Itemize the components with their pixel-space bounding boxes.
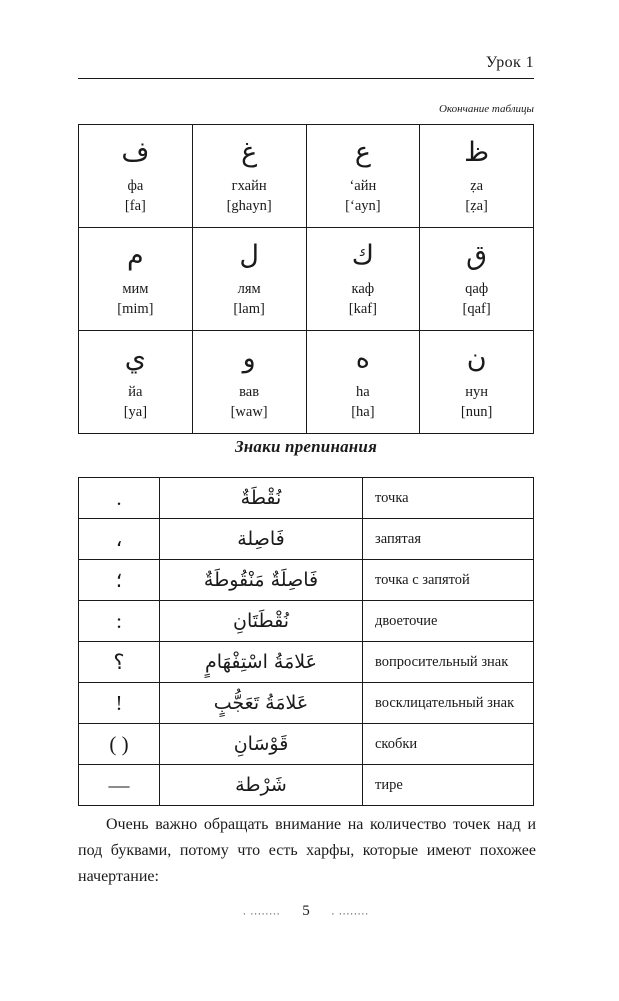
footer-ornament-left: . ........ (243, 905, 281, 918)
punctuation-symbol: . (79, 478, 160, 519)
punctuation-arabic: عَلامَةُ اسْتِفْهَامٍ (160, 642, 363, 683)
arabic-letter: ن (466, 342, 487, 374)
arabic-letter: ل (239, 239, 259, 271)
letter-name: йа (128, 384, 143, 401)
letter-name: каф (351, 281, 375, 298)
letter-transcription: [kaf] (348, 300, 377, 317)
alphabet-cell (420, 331, 534, 434)
page-number: 5 (302, 903, 310, 920)
letter-name: вав (239, 384, 260, 401)
arabic-letter: غ (241, 136, 258, 168)
table-row (79, 560, 534, 601)
table-row (79, 601, 534, 642)
letter-name: ha (356, 384, 370, 401)
table-row (79, 125, 534, 228)
alphabet-table (78, 124, 534, 434)
punctuation-russian: тире (363, 765, 534, 806)
table-row (79, 478, 534, 519)
footer-ornament-right: . ........ (331, 905, 369, 918)
arabic-letter: ك (351, 239, 374, 271)
punctuation-russian: запятая (363, 519, 534, 560)
punctuation-russian: точка с запятой (363, 560, 534, 601)
arabic-letter: م (127, 239, 144, 271)
punctuation-symbol: — (79, 765, 160, 806)
letter-transcription: [mim] (117, 300, 154, 317)
punctuation-symbol: ؛ (79, 560, 160, 601)
punctuation-arabic: شَرْطة (160, 765, 363, 806)
punctuation-symbol: ! (79, 683, 160, 724)
alphabet-cell (420, 228, 534, 331)
table-row (79, 228, 534, 331)
table-continuation-note: Окончание таблицы (438, 103, 534, 115)
punctuation-symbol: ( ) (79, 724, 160, 765)
table-row (79, 331, 534, 434)
page-footer (78, 903, 534, 920)
punctuation-table (78, 477, 534, 806)
letter-transcription: [nun] (460, 403, 493, 420)
letter-name: ‘айн (349, 178, 377, 195)
letter-transcription: [ẓa] (465, 197, 488, 214)
punctuation-arabic: نُقْطَتَانِ (160, 601, 363, 642)
letter-name: мим (122, 281, 149, 298)
punctuation-arabic: فَاصِلة (160, 519, 363, 560)
punctuation-arabic: فَاصِلَةٌ مَنْقُوطَةٌ (160, 560, 363, 601)
alphabet-cell (306, 228, 420, 331)
arabic-letter: ق (466, 239, 488, 271)
punctuation-russian: скобки (363, 724, 534, 765)
punctuation-symbol: ؟ (79, 642, 160, 683)
alphabet-cell (79, 331, 193, 434)
arabic-letter: ظ (464, 136, 490, 168)
letter-transcription: [qaf] (462, 300, 491, 317)
letter-transcription: [ha] (351, 403, 375, 420)
alphabet-cell (192, 331, 306, 434)
arabic-letter: ي (124, 342, 146, 374)
punctuation-russian: точка (363, 478, 534, 519)
alphabet-cell (192, 228, 306, 331)
letter-transcription: [lam] (233, 300, 265, 317)
section-heading: Знаки препинания (234, 437, 378, 456)
punctuation-russian: восклицательный знак (363, 683, 534, 724)
table-row (79, 642, 534, 683)
letter-transcription: [fa] (124, 197, 146, 214)
header-title: Урок 1 (485, 54, 534, 71)
letter-transcription: [waw] (230, 403, 268, 420)
arabic-letter: ف (121, 136, 150, 168)
letter-transcription: [ghayn] (226, 197, 272, 214)
punctuation-russian: вопросительный знак (363, 642, 534, 683)
body-paragraph: Очень важно обращать внимание на количество точек над и под буквами, потому что есть харфы, которые имеют похожее начертание: (78, 816, 536, 885)
header-divider (78, 78, 534, 79)
alphabet-cell (420, 125, 534, 228)
arabic-letter: ه (355, 342, 370, 374)
letter-name: ẓа (470, 178, 484, 195)
letter-name: фа (127, 178, 144, 195)
page-header (78, 54, 534, 79)
punctuation-arabic: قَوْسَانِ (160, 724, 363, 765)
punctuation-symbol: : (79, 601, 160, 642)
table-row (79, 765, 534, 806)
alphabet-cell (192, 125, 306, 228)
punctuation-symbol: ، (79, 519, 160, 560)
punctuation-arabic: نُقْطَةٌ (160, 478, 363, 519)
punctuation-russian: двоеточие (363, 601, 534, 642)
arabic-letter: و (242, 342, 256, 374)
alphabet-cell (79, 125, 193, 228)
table-row (79, 683, 534, 724)
arabic-letter: ع (354, 136, 371, 168)
alphabet-cell (306, 331, 420, 434)
alphabet-cell (306, 125, 420, 228)
letter-transcription: [ya] (123, 403, 148, 420)
letter-name: лям (237, 281, 261, 298)
letter-transcription: [‘ayn] (345, 197, 381, 214)
letter-name: гхайн (231, 178, 267, 195)
alphabet-cell (79, 228, 193, 331)
punctuation-arabic: عَلامَةُ تَعَجُّبٍ (160, 683, 363, 724)
letter-name: qаф (465, 281, 489, 298)
letter-name: нун (465, 384, 489, 401)
table-row (79, 519, 534, 560)
table-row (79, 724, 534, 765)
